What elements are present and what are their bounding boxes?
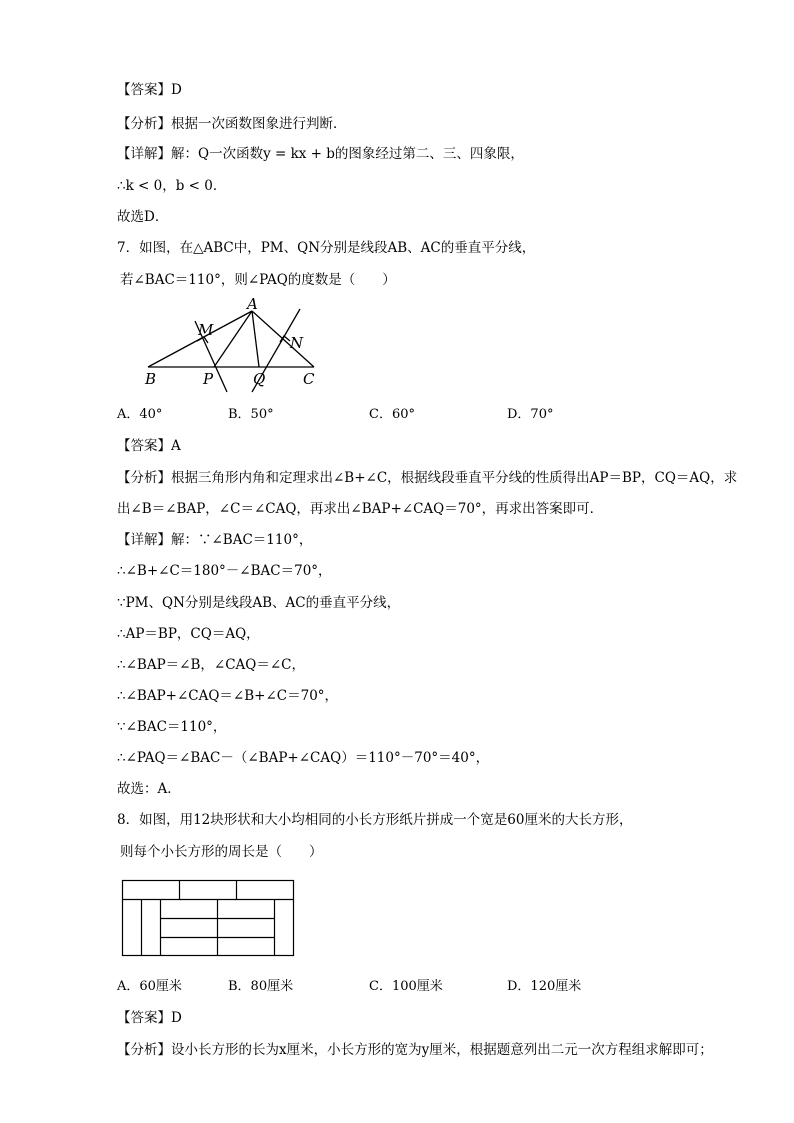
- label-a: A: [247, 295, 258, 313]
- q6-analysis: 【分析】根据一次函数图象进行判断．: [117, 116, 347, 132]
- q7-detail-line: ∴∠PAQ＝∠BAC－（∠BAP+∠CAQ）＝110°－70°＝40°，: [117, 750, 490, 766]
- q7-option-c: C．60°: [369, 407, 415, 422]
- q7-stem-line1: 7．如图，在△ABC中，PM、QN分别是线段AB、AC的垂直平分线，: [117, 240, 536, 256]
- q6-choose: 故选D．: [117, 209, 169, 225]
- label-n: N: [290, 334, 304, 352]
- q7-option-d: D．70°: [507, 407, 554, 422]
- q8-stem-line2: 则每个小长方形的周长是（ ）: [120, 844, 323, 860]
- q7-detail-line: ∴∠B+∠C＝180°－∠BAC＝70°，: [117, 563, 332, 579]
- q7-analysis-line1: 【分析】根据三角形内角和定理求出∠B+∠C，根据线段垂直平分线的性质得出AP＝BP，CQ＝AQ，求: [117, 470, 738, 486]
- q8-answer: 【答案】D: [117, 1010, 182, 1026]
- label-c: C: [303, 370, 315, 388]
- q7-answer: 【答案】A: [117, 438, 181, 454]
- q7-detail-line: ∵∠BAC＝110°，: [117, 719, 227, 735]
- q6-therefore: ∴k < 0，b < 0．: [117, 178, 227, 194]
- q6-detail: 【详解】解：Q一次函数y = kx + b的图象经过第二、三、四象限，: [117, 146, 524, 162]
- q7-detail-line: ∴∠BAP＝∠B，∠CAQ＝∠C，: [117, 657, 305, 673]
- q6-answer: 【答案】D: [117, 82, 182, 98]
- q7-triangle-figure: [140, 296, 330, 396]
- q8-option-d: D．120厘米: [507, 979, 582, 994]
- q7-detail-line: ∴∠BAP+∠CAQ＝∠B+∠C＝70°，: [117, 688, 339, 704]
- q7-detail-line: ∵PM、QN分别是线段AB、AC的垂直平分线，: [117, 595, 401, 611]
- q8-option-b: B．80厘米: [228, 979, 294, 994]
- q8-option-c: C．100厘米: [369, 979, 443, 994]
- q7-analysis-line2: 出∠B＝∠BAP，∠C＝∠CAQ，再求出∠BAP+∠CAQ＝70°，再求出答案即可．: [117, 501, 604, 517]
- label-p: P: [203, 370, 214, 388]
- q7-detail-line: 【详解】解：∵∠BAC＝110°，: [117, 532, 313, 548]
- q8-option-a: A．60厘米: [117, 979, 182, 994]
- q7-option-b: B．50°: [228, 407, 274, 422]
- segment-ap: [214, 311, 252, 367]
- q7-stem-line2: 若∠BAC＝110°，则∠PAQ的度数是（ ）: [120, 272, 396, 288]
- label-b: B: [145, 370, 157, 388]
- label-m: M: [198, 321, 214, 339]
- q8-analysis: 【分析】设小长方形的长为x厘米，小长方形的宽为y厘米，根据题意列出二元一次方程组求解即可；: [117, 1042, 713, 1058]
- q8-rectangle-figure: [122, 880, 295, 956]
- label-q: Q: [253, 370, 266, 388]
- q7-detail-line: ∴AP＝BP，CQ＝AQ，: [117, 626, 260, 642]
- segment-aq: [252, 311, 259, 367]
- q8-stem-line1: 8．如图，用12块形状和大小均相同的小长方形纸片拼成一个宽是60厘米的大长方形，: [117, 812, 633, 828]
- q7-detail-line: 故选：A．: [117, 781, 181, 797]
- q7-option-a: A．40°: [117, 407, 163, 422]
